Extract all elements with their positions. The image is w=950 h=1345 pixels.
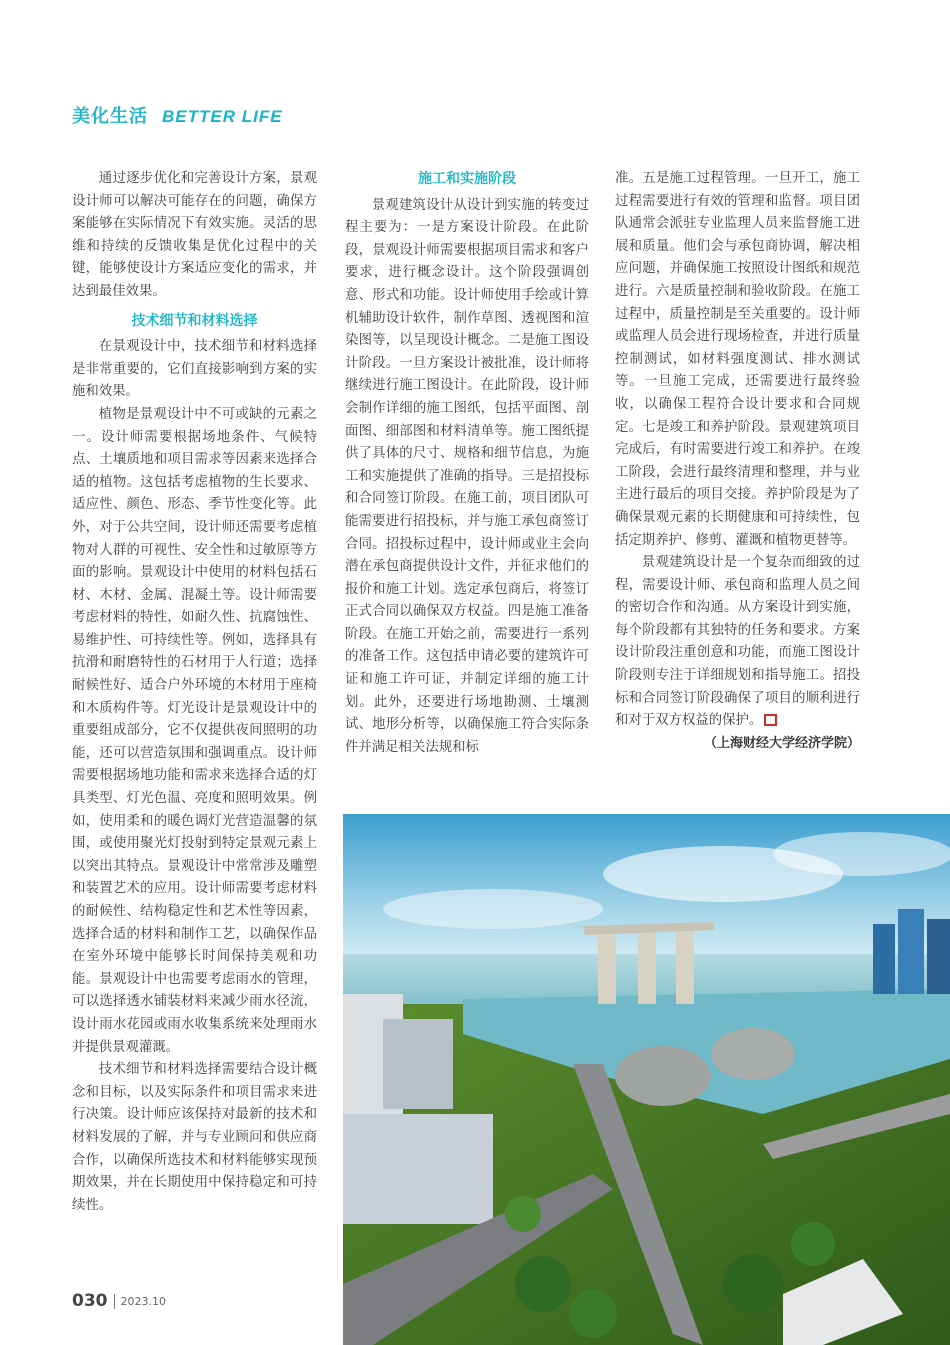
paragraph: 通过逐步优化和完善设计方案，景观设计师可以解决可能存在的问题，确保方案能够在实际情况下有效实施。灵活的思维和持续的反馈收集是优化过程中的关键，能够使设计方案适应变化的需求，并达到最佳效果。: [72, 171, 317, 299]
paragraph: 景观建筑设计从设计到实施的转变过程主要为：一是方案设计阶段。在此阶段，景观设计师需要根据项目需求和客户要求，进行概念设计。这个阶段强调创意、形式和功能。设计师使用手绘或计算机辅助设计软件，制作草图、透视图和渲染图等，以呈现设计概念。二是施工图设计阶段。一旦方案设计被批准，设计师将继续进行施工图设计。在此阶段，设计师会制作详细的施工图纸，包括平面图、剖面图、细部图和材料清单等。施工图纸提供了具体的尺寸、规格和细节信息，为施工和实施提供了准确的指导。三是招投标和合同签订阶段。在施工前，项目团队可能需要进行招投标，并与施工承包商签订合同。招投标过程中，设计师或业主会向潜在承包商提供设计文件，并征求他们的报价和施工计划。选定承包商后，将签订正式合同以确保双方权益。四是施工准备阶段。在施工开始之前，需要进行一系列的准备工作。这包括申请必要的建筑许可证和施工许可证，并制定详细的施工计划。此外，还要进行场地勘测、土壤测试、地形分析等，以确保施工符合实际条件并满足相关法规和标: [345, 197, 589, 755]
subheading-materials: 技术细节和材料选择: [131, 312, 258, 329]
page-number: 030: [72, 1291, 108, 1311]
column-1: [72, 168, 317, 1217]
section-title-cn: 美化生活: [72, 106, 148, 127]
paragraph: [615, 552, 860, 733]
issue-date: 2023.10: [120, 1294, 166, 1308]
column-3: [615, 168, 860, 755]
photo-illustration: [343, 814, 950, 1345]
paragraph: 植物是景观设计中不可或缺的元素之一。设计师需要根据场地条件、气候特点、土壤质地和项目需求等因素来选择合适的植物。这包括考虑植物的生长要求、适应性、颜色、形态、季节性变化等。此外，对于公共空间，设计师还需要考虑植物对人群的可视性、安全性和过敏原等方面的影响。景观设计中使用的材料包括石材、木材、金属、混凝土等。设计师需要考虑材料的特性，如耐久性、抗腐蚀性、易维护性、可持续性等。例如，选择具有抗滑和耐磨特性的石材用于人行道；选择耐候性好、适合户外环境的木材用于座椅和木质构件等。灯光设计是景观设计中的重要组成部分，它不仅提供夜间照明的功能，还可以营造氛围和强调重点。设计师需要根据场地功能和需求来选择合适的灯具类型、灯光色温、亮度和照明效果。例如，使用柔和的暖色调灯光营造温馨的氛围，或使用聚光灯投射到特定景观元素上以突出其特点。景观设计中常常涉及雕塑和装置艺术的应用。设计师需要考虑材料的耐候性、结构稳定性和艺术性等因素，选择合适的材料和制作工艺，以确保作品在室外环境中能够长时间保持美观和功能。景观设计中也需要考虑雨水的管理，可以选择透水铺装材料来减少雨水径流，设计雨水花园或雨水收集系统来处理雨水并提供景观灌溉。: [72, 406, 317, 1055]
paragraph-text: 景观建筑设计是一个复杂而细致的过程，需要设计师、承包商和监理人员之间的密切合作和沟通。从方案设计到实施，每个阶段都有其独特的任务和要求。方案设计阶段注重创意和功能，而施工图设计阶段则专注于详细规划和指导施工。招投标和合同签订阶段确保了项目的顺利进行和对于双方权益的保护。: [615, 555, 860, 729]
column-2: [345, 168, 589, 759]
end-mark-icon: [764, 714, 777, 726]
section-header: [72, 102, 283, 128]
author-affiliation: （上海财经大学经济学院）: [703, 735, 860, 751]
paragraph: 技术细节和材料选择需要结合设计概念和目标，以及实际条件和项目需求来进行决策。设计师应该保持对最新的技术和材料发展的了解，并与专业顾问和供应商合作，以确保所选技术和材料能够实现预期效果，并在长期使用中保持稳定和可持续性。: [72, 1062, 317, 1213]
city-aerial-photo: [343, 814, 950, 1345]
section-title-en: BETTER LIFE: [162, 107, 283, 126]
subheading-construction: 施工和实施阶段: [418, 171, 516, 187]
paragraph: 在景观设计中，技术细节和材料选择是非常重要的，它们直接影响到方案的实施和效果。: [72, 339, 317, 400]
paragraph: 准。五是施工过程管理。一旦开工，施工过程需要进行有效的管理和监督。项目团队通常会派驻专业监理人员来监督施工进展和质量。他们会与承包商协调，解决相应问题，并确保施工按照设计图纸和规范进行。六是质量控制和验收阶段。在施工过程中，质量控制是至关重要的。设计师或监理人员会进行现场检查，并进行质量控制测试，如材料强度测试、排水测试等。一旦施工完成，还需要进行最终验收，以确保工程符合设计要求和合同规定。七是竣工和养护阶段。景观建筑项目完成后，有时需要进行竣工和养护。在竣工阶段，会进行最终清理和整理，并与业主进行最后的项目交接。养护阶段是为了确保景观元素的长期健康和可持续性，包括定期养护、修剪、灌溉和植物更替等。: [615, 171, 860, 548]
page-footer: [72, 1291, 166, 1311]
footer-divider: [114, 1294, 115, 1309]
